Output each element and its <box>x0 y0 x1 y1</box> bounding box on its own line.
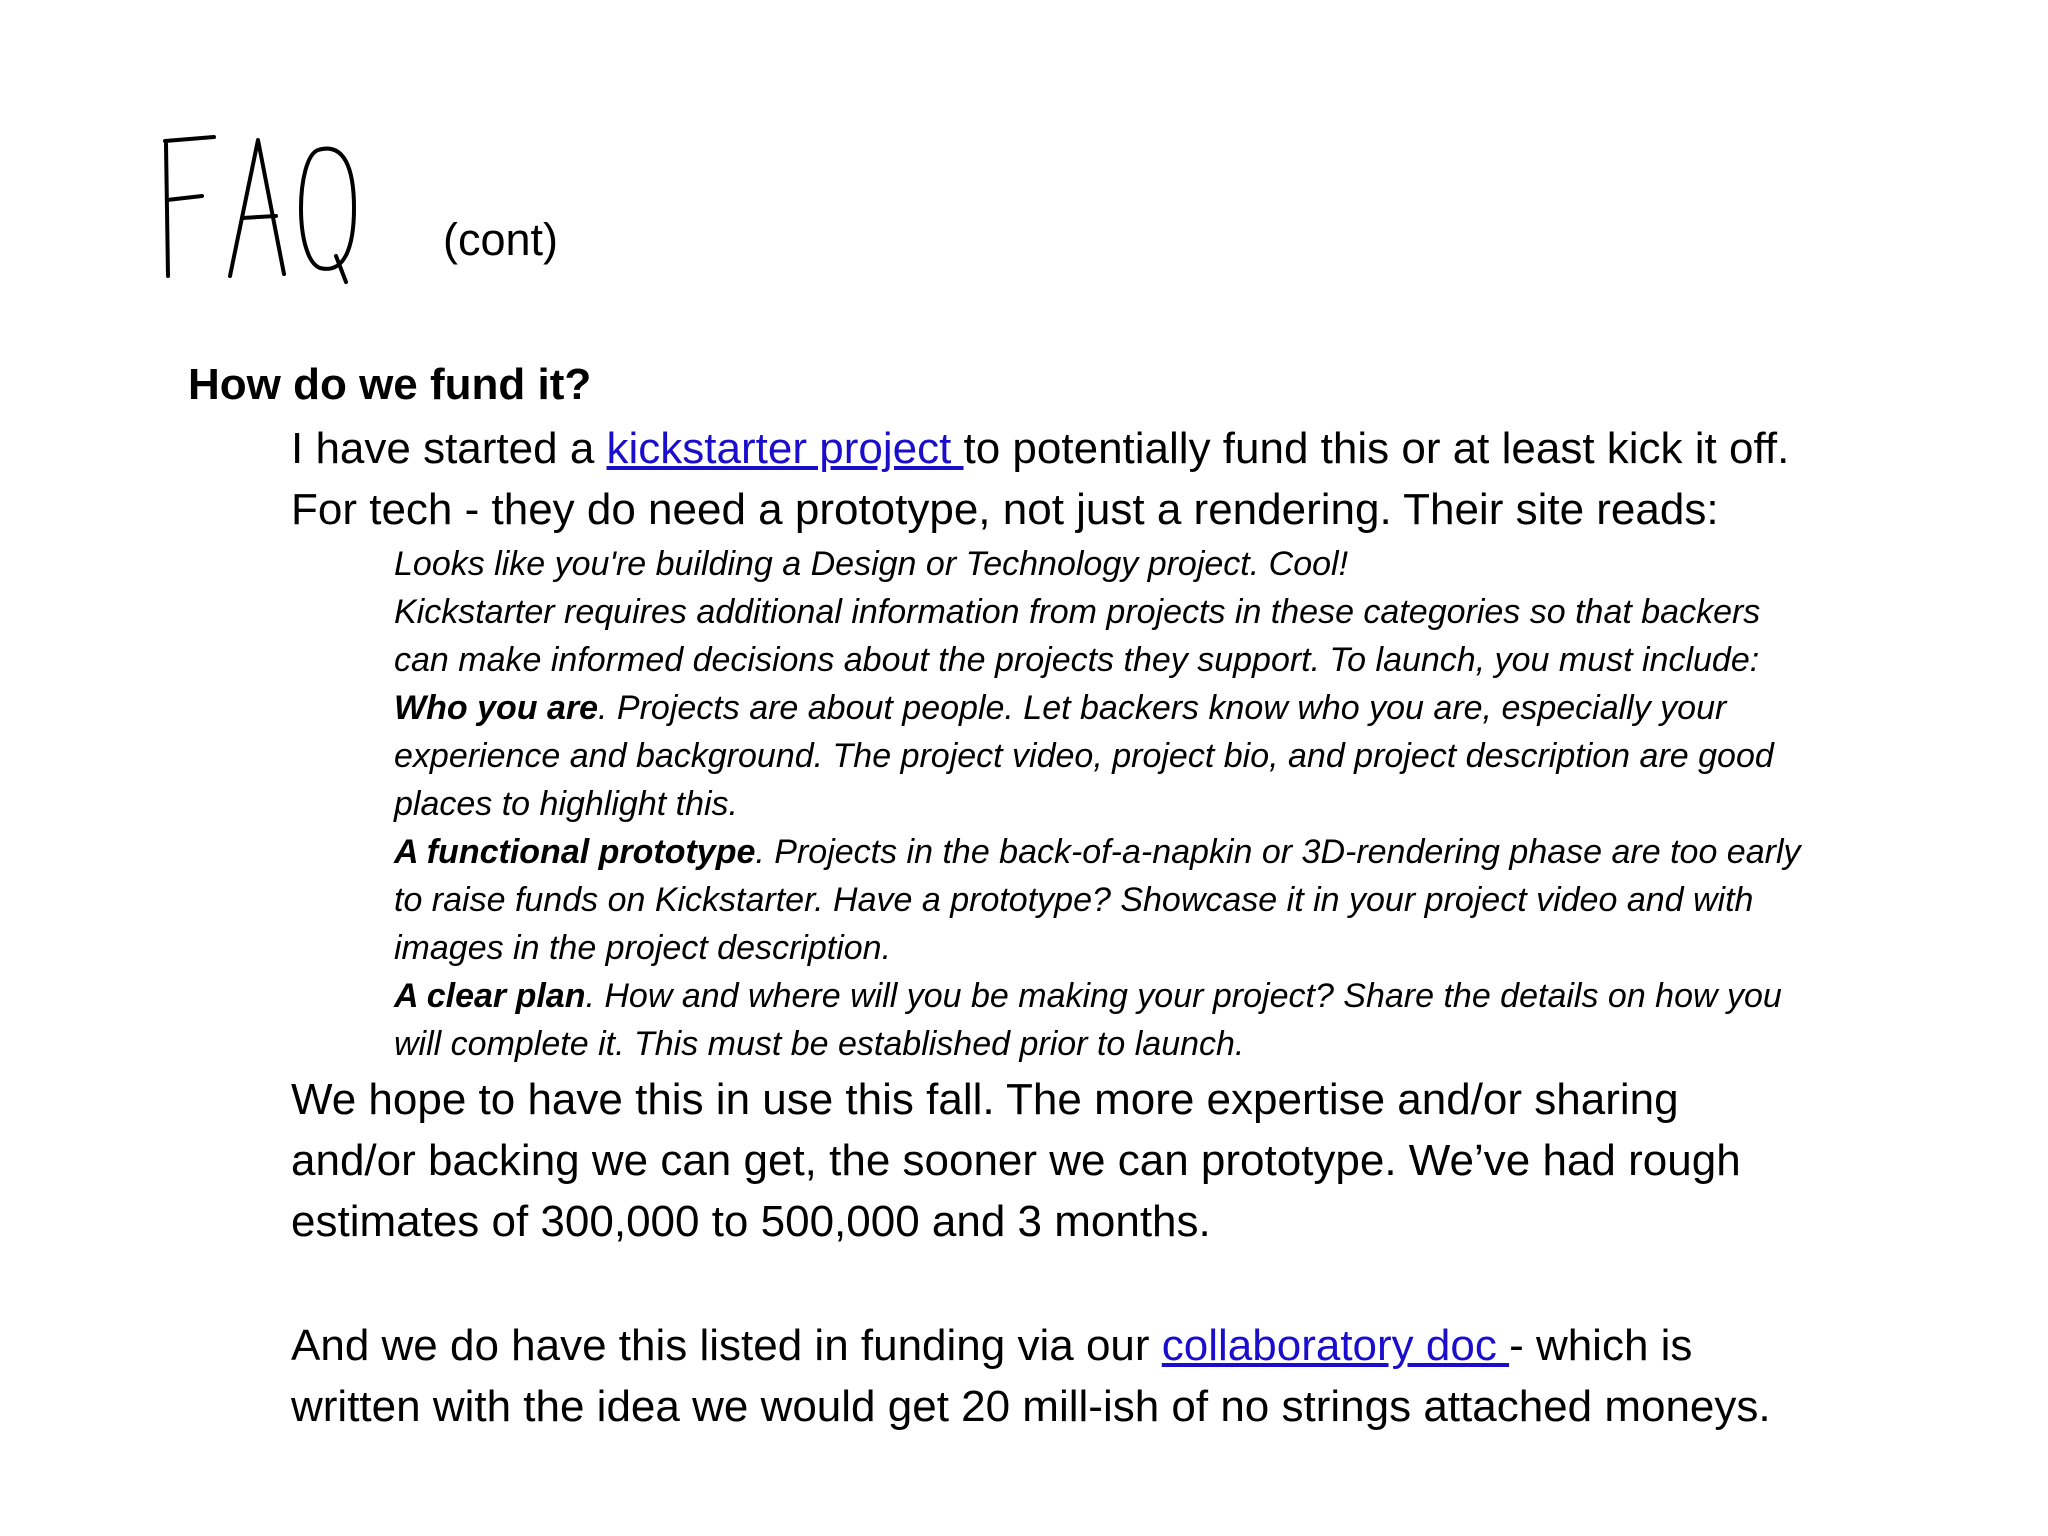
timeline-paragraph-line: and/or backing we can get, the sooner we can prototype. We’ve had rough <box>291 1136 1741 1185</box>
kickstarter-paragraph <box>291 418 1789 479</box>
quote-line <box>394 972 1954 1020</box>
collaboratory-text-after: - which is <box>1509 1321 1693 1370</box>
quote-prototype-text: . Projects in the back-of-a-napkin or 3D-rendering phase are too early <box>755 833 1801 871</box>
faq-handwritten-title <box>158 128 378 288</box>
collaboratory-paragraph <box>291 1315 1692 1376</box>
collaboratory-paragraph-line: written with the idea we would get 20 mill-ish of no strings attached moneys. <box>291 1382 1771 1431</box>
timeline-paragraph-line: We hope to have this in use this fall. The more expertise and/or sharing <box>291 1075 1679 1124</box>
timeline-paragraph-line: estimates of 300,000 to 500,000 and 3 months. <box>291 1197 1211 1246</box>
quote-line <box>394 684 1954 732</box>
quote-line: Kickstarter requires additional information from projects in these categories so that backers <box>394 593 1761 631</box>
quote-bold-prototype: A functional prototype <box>394 833 756 871</box>
quote-plan-text: . How and where will you be making your project? Share the details on how you <box>585 977 1782 1015</box>
faq-handwritten-drawing <box>158 128 378 288</box>
quote-line: to raise funds on Kickstarter. Have a prototype? Showcase it in your project video and with <box>394 881 1754 919</box>
kickstarter-quote-block <box>394 540 1954 1068</box>
quote-line: can make informed decisions about the projects they support. To launch, you must include: <box>394 641 1760 679</box>
kickstarter-project-link[interactable]: kickstarter project <box>606 424 964 473</box>
quote-who-text: . Projects are about people. Let backers know who you are, especially your <box>598 689 1727 727</box>
question-heading: How do we fund it? <box>188 360 592 409</box>
quote-line: places to highlight this. <box>394 785 738 823</box>
collaboratory-doc-link[interactable]: collaboratory doc <box>1161 1321 1510 1370</box>
quote-line: images in the project description. <box>394 929 892 967</box>
tech-prototype-paragraph: For tech - they do need a prototype, not just a rendering. Their site reads: <box>291 485 1719 534</box>
quote-bold-plan: A clear plan <box>394 977 586 1015</box>
kickstarter-text-after: to potentially fund this or at least kick it off. <box>963 424 1790 473</box>
quote-line <box>394 828 1954 876</box>
collaboratory-text-before: And we do have this listed in funding via our <box>291 1321 1162 1370</box>
quote-line: Looks like you're building a Design or Technology project. Cool! <box>394 545 1349 583</box>
quote-bold-who: Who you are <box>394 689 599 727</box>
quote-line: experience and background. The project video, project bio, and project description are good <box>394 737 1774 775</box>
quote-line: will complete it. This must be established prior to launch. <box>394 1025 1245 1063</box>
title-suffix: (cont) <box>443 214 559 265</box>
kickstarter-text-before: I have started a <box>291 424 607 473</box>
